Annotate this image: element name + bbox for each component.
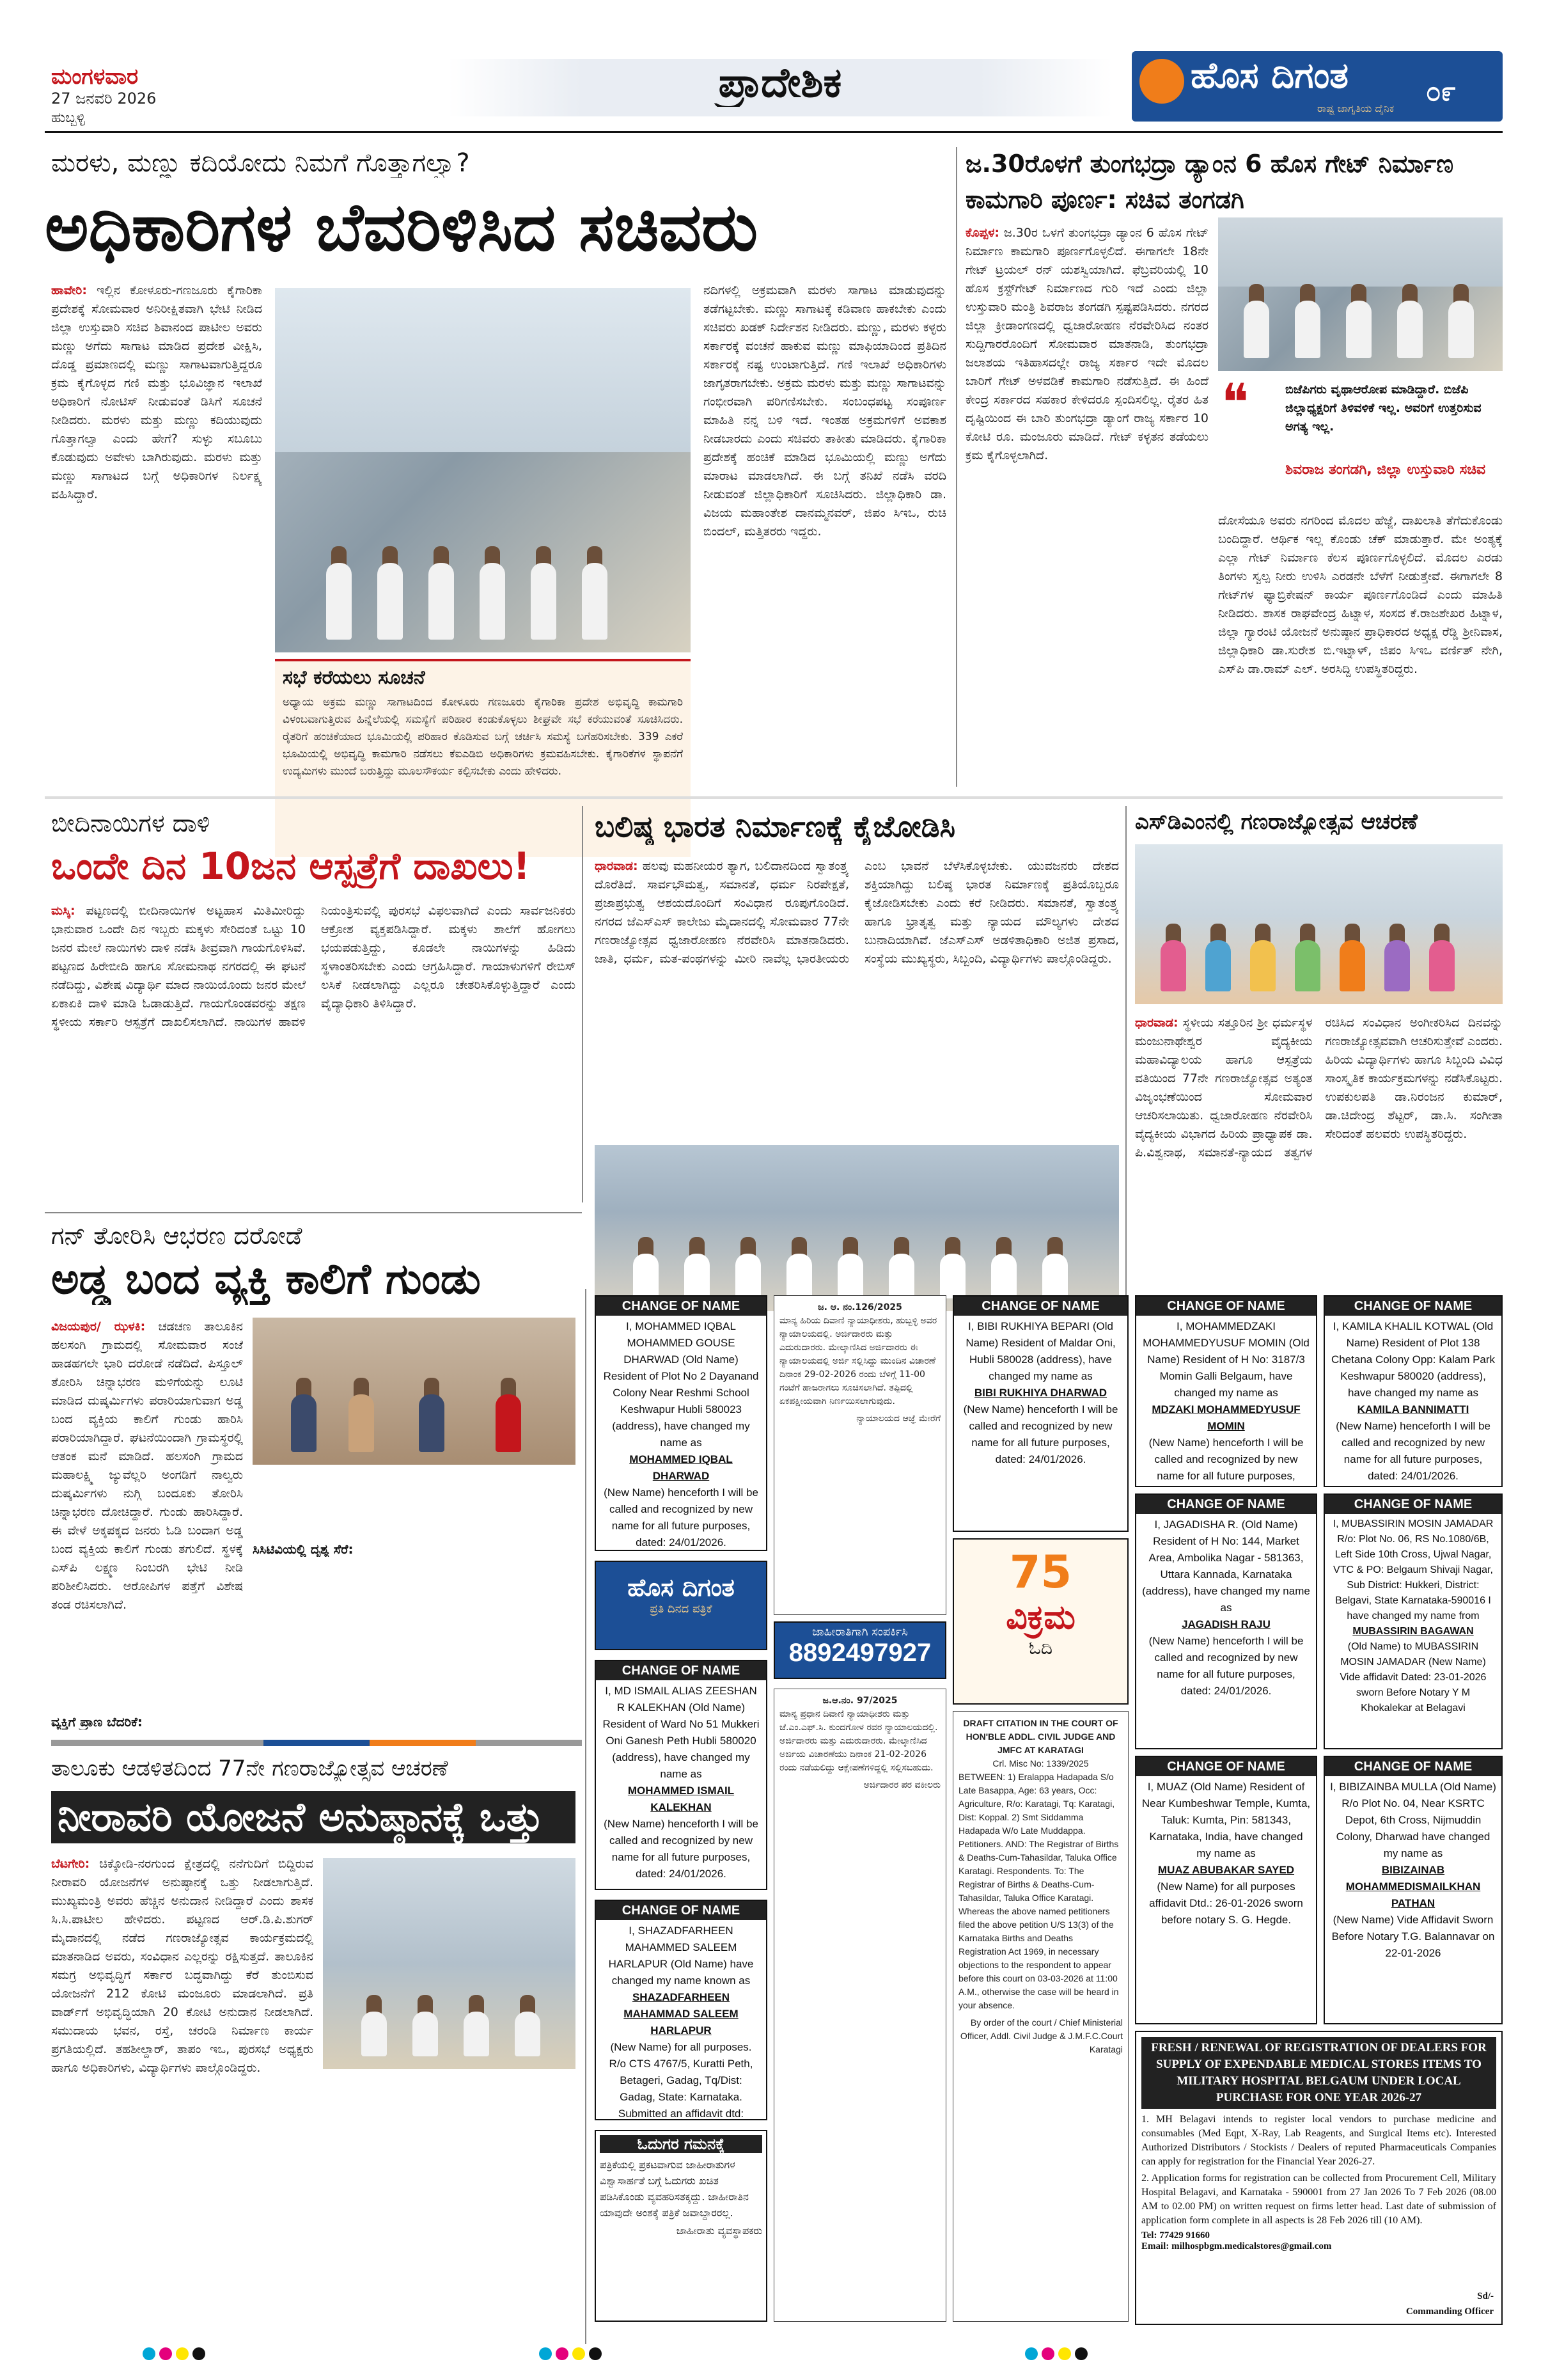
s4-body: ಹಲವು ಮಹನೀಯರ ತ್ಯಾಗ, ಬಲಿದಾನದಿಂದ ಸ್ವಾತಂತ್ರ್ಯ ದೊರೆತಿದೆ. ಸಾರ್ವಭೌಮತ್ವ, ಸಮಾನತೆ, ಧರ್ಮ ನಿರಪೇಕ್ಷತೆ, ಪ್ರಜಾಪ್ರಭುತ್ವ ಆಶಯದೊಂದಿಗೆ ಸಂವಿಧಾನ ರೂಪುಗೊಂಡಿದೆ. ನಗರದ ಜೆಎಸ್‌ಎಸ್ ಕಾಲೇಜು ಮೈದಾನದಲ್ಲಿ ಸೋಮವಾರ 77ನೇ ಗಣರಾಜ್ಯೋತ್ಸವ ಧ್ವಜಾರೋಹಣ ನೆರವೇರಿಸಿ ಮಾತನಾಡಿದರು. ಜಾತಿ, ಧರ್ಮ, ಮತ-ಪಂಥಗಳನ್ನು ಮೀರಿ ನಾವೆಲ್ಲ ಭಾರತೀಯರು ಎಂಬ ಭಾವನೆ ಬೆಳೆಸಿಕೊಳ್ಳಬೇಕು. ಯುವಜನರು ದೇಶದ ಶಕ್ತಿಯಾಗಿದ್ದು ಬಲಿಷ್ಠ ಭಾರತ ನಿರ್ಮಾಣಕ್ಕೆ ಪ್ರತಿಯೊಬ್ಬರೂ ಕೈಜೋಡಿಸಬೇಕು ಎಂದು ಕರೆ ನೀಡಿದರು. ಸಮಾನತೆ, ಸ್ವಾತಂತ್ರ್ಯ ಹಾಗೂ ಭ್ರಾತೃತ್ವ ಮತ್ತು ನ್ಯಾಯದ ಮೌಲ್ಯಗಳು ದೇಶದ ಬುನಾದಿಯಾಗಿವೆ. ಜೆಎಸ್‌ಎಸ್ ಅಡಳಿತಾಧಿಕಾರಿ ಅಜಿತ ಪ್ರಸಾದ, ಸಂಸ್ಥೆಯ ಮುಖ್ಯಸ್ಥರು, ಸಿಬ್ಬಂದಿ, ವಿದ್ಯಾರ್ಥಿಗಳು ಪಾಲ್ಗೊಂಡಿದ್ದರು. [595, 859, 1119, 966]
divider-s4 [1125, 806, 1127, 1318]
ad-new-name: SHAZADFARHEEN MAHAMMAD SALEEM HARLAPUR [623, 1991, 739, 2037]
s4-text [595, 857, 1119, 1139]
tender-ad [1135, 2031, 1503, 2325]
promo-paper-sub: ಪ್ರತಿ ದಿನದ ಪತ್ರಿಕೆ [650, 1602, 712, 1616]
s7-photo [323, 1858, 575, 2069]
s6-sub2: ಸಿಸಿಟಿವಿಯಲ್ಲಿ ದೃಶ್ಯ ಸೆರೆ: [253, 1541, 354, 1557]
ad-change-of-name [1135, 1493, 1317, 1749]
page-number: ೦೯ [1426, 75, 1457, 107]
vikram-years: 75 [1009, 1546, 1072, 1598]
ad-new-name: MUBASSIRIN BAGAWAN [1352, 1626, 1474, 1637]
ad-head: CHANGE OF NAME [596, 1661, 766, 1680]
s2-headline: ಜ.30ರೊಳಗೆ ತುಂಗಭದ್ರಾ ಡ್ಯಾಂನ 6 ಹೊಸ ಗೇಟ್ ನಿರ್ಮಾಣ ಕಾಮಗಾರಿ ಪೂರ್ಣ: ಸಚಿವ ತಂಗಡಗಿ [966, 150, 1454, 214]
ad-text: I, KAMILA KHALIL KOTWAL (Old Name) Resident of Plot 138 Chetana Colony Opp: Kalam Park Keshwapur 580020 (address), have changed my name as [1331, 1320, 1496, 1399]
ad-text: (Old Name) to MUBASSIRIN MOSIN JAMADAR (New Name) Vide affidavit Dated: 23-01-2026 sworn Before Notary Y M Khokalekar at Belagavi [1340, 1641, 1487, 1714]
court2-title: DRAFT CITATION IN THE COURT OF HON'BLE ADDL. CIVIL JUDGE AND JMFC AT KARATAGI [963, 1718, 1118, 1755]
ad-text: (New Name) henceforth I will be called and recognized by new name for all future purposes, dated: 24/01/2026. [963, 1403, 1118, 1465]
s1-photo [275, 288, 691, 652]
ad-new-name: MOHAMMED IQBAL DHARWAD [629, 1453, 733, 1482]
ad-text: I, JAGADISHA R. (Old Name) Resident of H No: 144, Market Area, Ambolika Nagar - 581363, Uttara Kannada, Karnataka (address), have changed my name as [1142, 1518, 1310, 1614]
masthead [0, 0, 1541, 128]
ad-text: I, MOHAMMEDZAKI MOHAMMEDYUSUF MOMIN (Old Name) Resident of H No: 3187/3 Momin Galli Belgaum, have changed my name as [1143, 1320, 1310, 1399]
ad-text: (New Name) henceforth I will be called and recognized by new name for all future purposes, dated: 24/01/2026. [604, 1486, 758, 1549]
s3-body: ಪಟ್ಟಣದಲ್ಲಿ ಬೀದಿನಾಯಿಗಳ ಅಟ್ಟಹಾಸ ಮಿತಿಮೀರಿದ್ದು ಭಾನುವಾರ ಒಂದೇ ದಿನ ಇಬ್ಬರು ಮಕ್ಕಳು ಸೇರಿದಂತೆ ಒಟ್ಟು 10 ಜನರ ಮೇಲೆ ನಾಯಿಗಳು ದಾಳಿ ನಡೆಸಿ ತೀವ್ರವಾಗಿ ಗಾಯಗೊಳಿಸಿವೆ. ಪಟ್ಟಣದ ಹಿರೇಬೀದಿ ಹಾಗೂ ಸೋಮನಾಥ ನಗರದಲ್ಲಿ ಈ ಘಟನೆ ನಡೆದಿದ್ದು, ವಿಶೇಷ ವಿದ್ಯಾರ್ಥಿ ಮಾದ ನಾಯಿಯೊಂದು ಜನರ ಮೇಲೆ ಏಕಾಏಕಿ ದಾಳಿ ಮಾಡಿ ಓಡಾಡುತ್ತಿದೆ. ಗಾಯಗೊಂಡವರನ್ನು ತಕ್ಷಣ ಸ್ಥಳೀಯ ಸರ್ಕಾರಿ ಆಸ್ಪತ್ರೆಗೆ ದಾಖಲಿಸಲಾಗಿದೆ. ನಾಯಿಗಳ ಹಾವಳಿ ನಿಯಂತ್ರಿಸುವಲ್ಲಿ ಪುರಸಭೆ ವಿಫಲವಾಗಿದೆ ಎಂದು ಸಾರ್ವಜನಿಕರು ಆಕ್ರೋಶ ವ್ಯಕ್ತಪಡಿಸಿದ್ದಾರೆ. ಮಕ್ಕಳು ಶಾಲೆಗೆ ಹೋಗಲು ಭಯಪಡುತ್ತಿದ್ದು, ಕೂಡಲೇ ನಾಯಿಗಳನ್ನು ಹಿಡಿದು ಸ್ಥಳಾಂತರಿಸಬೇಕು ಎಂದು ಆಗ್ರಹಿಸಿದ್ದಾರೆ. ಗಾಯಾಳುಗಳಿಗೆ ರೇಬಿಸ್ ಲಸಿಕೆ ನೀಡಲಾಗಿದ್ದು ಎಲ್ಲರೂ ಚೇತರಿಸಿಕೊಳ್ಳುತ್ತಿದ್ದಾರೆ ಎಂದು ವೈದ್ಯಾಧಿಕಾರಿ ತಿಳಿಸಿದ್ದಾರೆ. [51, 904, 575, 1029]
s4-photo [595, 1145, 1119, 1311]
s7-body: ಚಿಕ್ಕೋಡಿ-ನರಗುಂದ ಕ್ಷೇತ್ರದಲ್ಲಿ ನನೆಗುದಿಗೆ ಬಿದ್ದಿರುವ ನೀರಾವರಿ ಯೋಜನೆಗಳ ಅನುಷ್ಠಾನಕ್ಕೆ ಒತ್ತು ನೀಡಲಾಗುತ್ತಿದೆ. ಮುಖ್ಯಮಂತ್ರಿ ಅವರು ಹೆಚ್ಚಿನ ಅನುದಾನ ನೀಡಿದ್ದಾರೆ ಎಂದು ಶಾಸಕ ಸಿ.ಸಿ.ಪಾಟೀಲ ಹೇಳಿದರು. ಪಟ್ಟಣದ ಆರ್.ಡಿ.ಪಿ.ಶುಗರ್ ಮೈದಾನದಲ್ಲಿ ನಡೆದ ಗಣರಾಜ್ಯೋತ್ಸವ ಕಾರ್ಯಕ್ರಮದಲ್ಲಿ ಮಾತನಾಡಿದ ಅವರು, ಸಂವಿಧಾನ ಎಲ್ಲರನ್ನು ರಕ್ಷಿಸುತ್ತದೆ. ತಾಲೂಕಿನ ಸಮಗ್ರ ಅಭಿವೃದ್ಧಿಗೆ ಸರ್ಕಾರ ಬದ್ಧವಾಗಿದ್ದು ಕೆರೆ ತುಂಬಿಸುವ ಯೋಜನೆಗೆ 212 ಕೋಟಿ ಮಂಜೂರು ಮಾಡಲಾಗಿದೆ. ಪ್ರತಿ ವಾರ್ಡ್‌ಗೆ ಅಭಿವೃದ್ಧಿಯಾಗಿ 20 ಕೋಟಿ ಅನುದಾನ ನೀಡಲಾಗಿದೆ. ಸಮುದಾಯ ಭವನ, ರಸ್ತೆ, ಚರಂಡಿ ನಿರ್ಮಾಣ ಕಾರ್ಯ ಪ್ರಗತಿಯಲ್ಲಿದೆ. ತಹಶೀಲ್ದಾರ್, ತಾಪಂ ಇಒ, ಪುರಸಭೆ ಅಧ್ಯಕ್ಷರು ಹಾಗೂ ಅಧಿಕಾರಿಗಳು, ವಿದ್ಯಾರ್ಥಿಗಳು ಪಾಲ್ಗೊಂಡಿದ್ದರು. [51, 1857, 313, 2075]
promo-paper-name: ಹೊಸ ದಿಗಂತ [627, 1573, 735, 1602]
divider-top [956, 147, 957, 787]
ad-change-of-name [595, 1900, 767, 2120]
ad-head: CHANGE OF NAME [1325, 1495, 1501, 1514]
s5-dateline: ಧಾರವಾಡ: [1135, 1016, 1178, 1030]
s2-lead [966, 224, 1209, 812]
s2-dateline: ಕೊಪ್ಪಳ: [966, 226, 999, 240]
s1-lead-text: ಇಲ್ಲಿನ ಕೋಳೂರು-ಗಣಜೂರು ಕೈಗಾರಿಕಾ ಪ್ರದೇಶಕ್ಕೆ ಸೋಮವಾರ ಅನಿರೀಕ್ಷಿತವಾಗಿ ಭೇಟಿ ನೀಡಿದ ಜಿಲ್ಲಾ ಉಸ್ತುವಾರಿ ಸಚಿವ ಶಿವಾನಂದ ಪಾಟೀಲ ಅವರು ಮಣ್ಣು ಅಗೆದು ಸಾಗಾಟ ಮಾಡಿದ ಪ್ರದೇಶ ವೀಕ್ಷಿಸಿ, ದೊಡ್ಡ ಪ್ರಮಾಣದಲ್ಲಿ ಮಣ್ಣು ಸಾಗಾಟವಾಗುತ್ತಿದ್ದರೂ ಕ್ರಮ ಕೈಗೊಳ್ಳದ ಗಣಿ ಮತ್ತು ಭೂವಿಜ್ಞಾನ ಇಲಾಖೆ ಅಧಿಕಾರಿಗೆ ನೋಟಿಸ್ ನೀಡುವಂತೆ ಡಿಸಿಗೆ ಸೂಚನೆ ನೀಡಿದರು. ಮರಳು ಮತ್ತು ಮಣ್ಣು ಕದಿಯುವುದು ಗೊತ್ತಾಗಲ್ವಾ ಎಂದು ಹೇಗೆ? ಸುಳ್ಳು ಸಬೂಬು ಕೊಡುವುದು ಅವೇಳು ಬಾಗಿರುವುದು. ಮರಳು ಮತ್ತು ಮಣ್ಣು ಸಾಗಾಟದ ಬಗ್ಗೆ ಅಧಿಕಾರಿಗಳ ನಿರ್ಲಕ್ಷ್ಯ ವಹಿಸಿದ್ದಾರೆ. [51, 283, 262, 501]
divider-s3 [582, 806, 583, 1202]
court-notice-3 [774, 1689, 946, 2322]
court1-body: ಮಾನ್ಯ ಹಿರಿಯ ದಿವಾಣಿ ನ್ಯಾಯಾಧೀಶರು, ಹುಬ್ಬಳ್ಳಿ ಅವರ ನ್ಯಾಯಾಲಯದಲ್ಲಿ. ಅರ್ಜಿದಾರರು ಮತ್ತು ಎದುರುದಾರರು. ಮೇಲ್ಕಾಣಿಸಿದ ಅರ್ಜಿದಾರರು ಈ ನ್ಯಾಯಾಲಯದಲ್ಲಿ ಅರ್ಜಿ ಸಲ್ಲಿಸಿದ್ದು ಮುಂದಿನ ವಿಚಾರಣೆ ದಿನಾಂಕ 29-02-2026 ರಂದು ಬೆಳಿಗ್ಗೆ 11-00 ಗಂಟೆಗೆ ಹಾಜರಾಗಲು ಸೂಚಿಸಲಾಗಿದೆ. ತಪ್ಪಿದಲ್ಲಿ ಏಕಪಕ್ಷೀಯವಾಗಿ ನಿರ್ಣಯಿಸಲಾಗುವುದು. [779, 1316, 937, 1407]
ad-text: (New Name) henceforth I will be called and recognized by new name for all future purposes, dated: 24/01/2026. [1148, 1635, 1304, 1697]
s6-col1 [51, 1318, 243, 1708]
court-notice-1 [774, 1295, 946, 1615]
tender-email: Email: milhospbgm.medicalstores@gmail.com [1141, 2241, 1332, 2251]
s3-text [51, 902, 575, 1215]
header-date: 27 ಜನವರಿ 2026 [51, 90, 157, 107]
s2-quote-mark: ❝ [1221, 377, 1249, 429]
court-notice-2 [953, 1711, 1129, 2322]
s7-col1 [51, 1855, 313, 2315]
court1-title: ಜ. ಆ. ನಂ.126/2025 [818, 1302, 902, 1312]
ad-change-of-name [1135, 1756, 1317, 2024]
ad-change-of-name [1324, 1756, 1503, 2024]
reg-marks-left [141, 2347, 207, 2363]
tender-sign2: Commanding Officer [1405, 2306, 1494, 2317]
ad-head: CHANGE OF NAME [1136, 1757, 1316, 1776]
ad-head: CHANGE OF NAME [1325, 1296, 1501, 1316]
s6-kicker: ಗನ್ ತೋರಿಸಿ ಆಭರಣ ದರೋಡೆ [51, 1222, 302, 1250]
tender-p2: 2. Application forms for registration can be collected from Procurement Cell, Military Hospital Belagavi, and Karnataka - 590001 from 27 Jan 2026 To 7 Feb 2026 (08.00 AM to 02.00 PM) on written request on firms letter head. Last date of submission of application form complete in all aspects is 28 Feb 2026 till (10 AM). [1141, 2173, 1496, 2226]
vikram-name: ವಿಕ್ರಮ [1006, 1598, 1076, 1637]
s1-headline: ಅಧಿಕಾರಿಗಳ ಬೆವರಿಳಿಸಿದ ಸಚಿವರು [45, 187, 758, 266]
s2-quote-by: ಶಿವರಾಜ ತಂಗಡಗಿ, ಜಿಲ್ಲಾ ಉಸ್ತುವಾರಿ ಸಚಿವ [1285, 462, 1486, 478]
ad-change-of-name [953, 1295, 1129, 1532]
s1-kicker: ಮರಳು, ಮಣ್ಣು ಕದಿಯೋದು ನಿಮಗೆ ಗೊತ್ತಾಗಲ್ವಾ? [51, 148, 470, 178]
ad-head: CHANGE OF NAME [596, 1296, 766, 1316]
paper-name: ಹೊಸ ದಿಗಂತ [1191, 55, 1349, 97]
ad-head: CHANGE OF NAME [1136, 1296, 1316, 1316]
ad-text: I, BIBI RUKHIYA BEPARI (Old Name) Resident of Maldar Oni, Hubli 580028 (address), have changed my name as [966, 1320, 1116, 1382]
tender-title: FRESH / RENEWAL OF REGISTRATION OF DEALERS FOR SUPPLY OF EXPENDABLE MEDICAL STORES ITEMS TO MILITARY HOSPITAL BELGAUM UNDER LOCAL PURCHASE FOR ONE YEAR 2026-27 [1141, 2037, 1496, 2109]
header-day: ಮಂಗಳವಾರ [51, 64, 139, 90]
s2-quote: ಬಿಜೆಪಿಗರು ವೃಥಾಆರೋಪ ಮಾಡಿದ್ದಾರೆ. ಬಿಜೆಪಿ ಜಿಲ್ಲಾಧ್ಯಕ್ಷರಿಗೆ ತಿಳಿವಳಿಕೆ ಇಲ್ಲ. ಅವರಿಗೆ ಉತ್ತರಿಸುವ ಅಗತ್ಯ ಇಲ್ಲ. [1285, 382, 1482, 434]
court2-footer: By order of the court / Chief Ministerial Officer, Addl. Civil Judge & J.M.F.C.Court Karatagi [960, 2017, 1123, 2054]
s1-box-text: ಅಧ್ಯಾಯ ಅಕ್ರಮ ಮಣ್ಣು ಸಾಗಾಟದಿಂದ ಕೋಳೂರು ಗಣಜೂರು ಕೈಗಾರಿಕಾ ಪ್ರದೇಶ ಅಭಿವೃದ್ಧಿ ಕಾಮಗಾರಿ ವಿಳಂಬವಾಗುತ್ತಿರುವ ಹಿನ್ನೆಲೆಯಲ್ಲಿ ಸಮಸ್ಯೆಗೆ ಪರಿಹಾರ ಕಂಡುಕೊಳ್ಳಲು ಶೀಘ್ರವೇ ಸಭೆ ಕರೆಯುವಂತೆ ಸೂಚಿಸಿದರು. ರೈತರಿಗೆ ಹಂಚಿಕೆಯಾದ ಭೂಮಿಯಲ್ಲಿ ಪರಿಹಾರ ಕೊಡಿಸುವ ಬಗ್ಗೆ ಚರ್ಚಿಸಿ ಸಮಸ್ಯೆ ಬಗೆಹರಿಸಬೇಕು. 339 ಎಕರೆ ಭೂಮಿಯಲ್ಲಿ ಅಭಿವೃದ್ಧಿ ಕಾಮಗಾರಿ ನಡೆಸಲು ಕೆಐಎಡಿಬಿ ಅಧಿಕಾರಿಗಳು ಕ್ರಮವಹಿಸಬೇಕು. ಕೈಗಾರಿಕೆಗಳ ಸ್ಥಾಪನೆಗೆ ಉದ್ಯಮಿಗಳು ಮುಂದೆ ಬರುತ್ತಿದ್ದು ಮೂಲಸೌಕರ್ಯ ಕಲ್ಪಿಸಬೇಕು ಎಂದು ಹೇಳಿದರು. [283, 696, 683, 778]
s5-body: ಸ್ಥಳೀಯ ಸತ್ತೂರಿನ ಶ್ರೀ ಧರ್ಮಸ್ಥಳ ಮಂಜುನಾಥೇಶ್ವರ ವೈದ್ಯಕೀಯ ಮಹಾವಿದ್ಯಾಲಯ ಹಾಗೂ ಆಸ್ಪತ್ರೆಯ ವತಿಯಿಂದ 77ನೇ ಗಣರಾಜ್ಯೋತ್ಸವ ಅತ್ಯಂತ ವಿಜೃಂಭಣೆಯಿಂದ ಸೋಮವಾರ ಆಚರಿಸಲಾಯಿತು. ಧ್ವಜಾರೋಹಣ ನೆರವೇರಿಸಿ ವೈದ್ಯಕೀಯ ವಿಭಾಗದ ಹಿರಿಯ ಪ್ರಾಧ್ಯಾಪಕ ಡಾ. ಪಿ.ವಿಶ್ವನಾಥ, ಸಮಾನತೆ-ನ್ಯಾಯದ ತತ್ವಗಳ ರಚಿಸಿದ ಸಂವಿಧಾನ ಅಂಗೀಕರಿಸಿದ ದಿನವನ್ನು ಗಣರಾಜ್ಯೋತ್ಸವವಾಗಿ ಆಚರಿಸುತ್ತೇವೆ ಎಂದರು. ಹಿರಿಯ ವಿದ್ಯಾರ್ಥಿಗಳು ಹಾಗೂ ಸಿಬ್ಬಂದಿ ವಿವಿಧ ಸಾಂಸ್ಕೃತಿಕ ಕಾರ್ಯಕ್ರಮಗಳನ್ನು ನಡೆಸಿಕೊಟ್ಟರು. ಉಪಕುಲಪತಿ ಡಾ.ನಿರಂಜನ ಕುಮಾರ್, ಡಾ.ಚಿದೇಂದ್ರ ಶೆಟ್ಟರ್, ಡಾ.ಸಿ. ಸಂಗೀತಾ ಸೇರಿದಂತೆ ಹಲವರು ಉಪಸ್ಥಿತರಿದ್ದರು. [1135, 1016, 1503, 1160]
subscribe-footer: ಜಾಹೀರಾತು ವ್ಯವಸ್ಥಾಪಕರು [676, 2225, 762, 2237]
ad-new-name: KAMILA BANNIMATTI [1357, 1403, 1469, 1415]
s6-body: ಚಡಚಣ ತಾಲೂಕಿನ ಹಲಸಂಗಿ ಗ್ರಾಮದಲ್ಲಿ ಸೋಮವಾರ ಸಂಜೆ ಹಾಡಹಗಲೇ ಭಾರಿ ದರೋಡೆ ನಡೆದಿದೆ. ಪಿಸ್ತೂಲ್ ತೋರಿಸಿ ಚಿನ್ನಾಭರಣ ಮಳಿಗೆಯನ್ನು ಲೂಟಿ ಮಾಡಿದ ದುಷ್ಕರ್ಮಿಗಳು ಪರಾರಿಯಾಗುವಾಗ ಅಡ್ಡ ಬಂದ ವ್ಯಕ್ತಿಯ ಕಾಲಿಗೆ ಗುಂಡು ಹಾರಿಸಿ ಪರಾರಿಯಾಗಿದ್ದಾರೆ. ಘಟನೆಯಿಂದಾಗಿ ಗ್ರಾಮಸ್ಥರಲ್ಲಿ ಆತಂಕ ಮನೆ ಮಾಡಿದೆ. ಹಲಸಂಗಿ ಗ್ರಾಮದ ಮಹಾಲಕ್ಷ್ಮಿ ಜ್ಯುವೆಲ್ಲರಿ ಅಂಗಡಿಗೆ ನಾಲ್ವರು ದುಷ್ಕರ್ಮಿಗಳು ನುಗ್ಗಿ ಬಂದೂಕು ತೋರಿಸಿ ಚಿನ್ನಾಭರಣ ದೋಚಿದ್ದಾರೆ. ಗುಂಡು ಹಾರಿಸಿದ್ದಾರೆ. ಈ ವೇಳೆ ಅಕ್ಕಪಕ್ಕದ ಜನರು ಓಡಿ ಬಂದಾಗ ಅಡ್ಡ ಬಂದ ವ್ಯಕ್ತಿಯ ಕಾಲಿಗೆ ಗುಂಡು ತಗುಲಿದೆ. ಸ್ಥಳಕ್ಕೆ ಎಸ್‌ಪಿ ಲಕ್ಷ್ಮಣ ನಿಂಬರಗಿ ಭೇಟಿ ನೀಡಿ ಪರಿಶೀಲಿಸಿದರು. ಆರೋಪಿಗಳ ಪತ್ತೆಗೆ ವಿಶೇಷ ತಂಡ ರಚಿಸಲಾಗಿದೆ. [51, 1320, 243, 1612]
s2-photo [1218, 217, 1503, 371]
s3-headline: ಒಂದೇ ದಿನ 10ಜನ ಆಸ್ಪತ್ರೆಗೆ ದಾಖಲು! [51, 844, 530, 888]
ad-head: CHANGE OF NAME [1136, 1495, 1316, 1514]
ad-new-name: JAGADISH RAJU [1182, 1618, 1271, 1630]
ad-head: CHANGE OF NAME [596, 1901, 766, 1920]
ad-text: (New Name) henceforth I will be called and recognized by new name for all future purposes, dated: 24/01/2026. [1336, 1420, 1490, 1482]
s3-kicker: ಬೀದಿನಾಯಿಗಳ ದಾಳಿ [51, 809, 210, 837]
header-rule [45, 131, 1503, 133]
tender-tel: Tel: 77429 91660 [1141, 2230, 1210, 2241]
s7-dateline: ಬೆಟಗೇರಿ: [51, 1857, 90, 1871]
ad-text: (New Name) henceforth I will be called and recognized by new name for all future purposes, dated: 24/01/2026. [604, 1818, 758, 1880]
ad-change-of-name [595, 1295, 767, 1551]
logo-emblem [1139, 59, 1184, 104]
s1-dateline: ಹಾವೇರಿ: [51, 283, 87, 297]
ad-text: I, MD ISMAIL ALIAS ZEESHAN R KALEKHAN (Old Name) Resident of Ward No 51 Mukkeri Oni Ganesh Peth Hubli 580020 (address), have changed my name as [602, 1685, 760, 1780]
s1-col2: ನದಿಗಳಲ್ಲಿ ಅಕ್ರಮವಾಗಿ ಮರಳು ಸಾಗಾಟ ಮಾಡುವುದನ್ನು ತಡೆಗಟ್ಟಬೇಕು. ಮಣ್ಣು ಸಾಗಾಟಕ್ಕೆ ಕಡಿವಾಣ ಹಾಕಬೇಕು ಎಂದು ಸಚಿವರು ಖಡಕ್ ನಿರ್ದೇಶನ ನೀಡಿದರು. ಮಣ್ಣು, ಮರಳು ಕಳ್ಳರು ಸರ್ಕಾರಕ್ಕೆ ವಂಚನೆ ಹಾಕುವ ಮಣ್ಣು ಮಾಫಿಯಾದಿಂದ ಪ್ರತಿದಿನ ಸರ್ಕಾರಕ್ಕೆ ನಷ್ಟ ಉಂಟಾಗುತ್ತಿದೆ. ಗಣಿ ಇಲಾಖೆ ಅಧಿಕಾರಿಗಳು ಜಾಗೃತರಾಗಬೇಕು. ಅಕ್ರಮ ಮರಳು ಮತ್ತು ಮಣ್ಣು ಸಾಗಾಟವನ್ನು ಗಂಭೀರವಾಗಿ ಪರಿಗಣಿಸಬೇಕು. ಸಂಬಂಧಪಟ್ಟ ಸಂಪೂರ್ಣ ಮಾಹಿತಿ ನನ್ನ ಬಳಿ ಇದೆ. ಇಂತಹ ಅಕ್ರಮಗಳಿಗೆ ಅವಕಾಶ ನೀಡಬಾರದು ಎಂದು ಸಚಿವರು ತಾಕೀತು ಮಾಡಿದರು. ಕೈಗಾರಿಕಾ ಪ್ರದೇಶಕ್ಕೆ ಹಂಚಿಕೆ ಮಾಡಿದ ಭೂಮಿಯಲ್ಲಿ ಮಣ್ಣು ಅಗೆದು ಮಾರಾಟ ಮಾಡಲಾಗಿದೆ. ಈ ಬಗ್ಗೆ ತನಿಖೆ ನಡೆಸಿ ವರದಿ ನೀಡುವಂತೆ ಜಿಲ್ಲಾಧಿಕಾರಿಗೆ ಸೂಚಿಸಿದರು. ಜಿಲ್ಲಾಧಿಕಾರಿ ಡಾ. ವಿಜಯ ಮಹಾಂತೇಶ ದಾನಮ್ಮನವರ್, ಜಿಪಂ ಸಿಇಒ, ರುಚಿ ಬಿಂದಲ್, ಮತ್ತಿತರರು ಇದ್ದರು. [703, 283, 946, 539]
ad-head: CHANGE OF NAME [954, 1296, 1127, 1316]
court3-body: ಮಾನ್ಯ ಪ್ರಧಾನ ದಿವಾಣಿ ನ್ಯಾಯಾಧೀಶರು ಮತ್ತು ಜೆ.ಎಂ.ಎಫ್.ಸಿ. ಕುಂದಗೋಳ ರವರ ನ್ಯಾಯಾಲಯದಲ್ಲಿ. ಅರ್ಜಿದಾರರು ಮತ್ತು ಎದುರುದಾರರು. ಮೇಲ್ಕಾಣಿಸಿದ ಅರ್ಜಿಯ ವಿಚಾರಣೆಯು ದಿನಾಂಕ 21-02-2026 ರಂದು ನಡೆಯಲಿದ್ದು ಆಕ್ಷೇಪಣೆಗಳಿದ್ದಲ್ಲಿ ಸಲ್ಲಿಸಬಹುದು. [779, 1709, 938, 1773]
ad-contact-label: ಜಾಹೀರಾತಿಗಾಗಿ ಸಂಪರ್ಕಿಸಿ [812, 1625, 908, 1639]
vikram-ad [953, 1538, 1129, 1705]
subscribe-box [595, 2130, 767, 2322]
s5-headline: ಎಸ್‌ಡಿಎಂನಲ್ಲಿ ಗಣರಾಜ್ಯೋತ್ಸವ ಆಚರಣೆ [1135, 809, 1418, 835]
s4-dateline: ಧಾರವಾಡ: [595, 859, 638, 873]
s6-headline: ಅಡ್ಡ ಬಂದ ವ್ಯಕ್ತಿ ಕಾಲಿಗೆ ಗುಂಡು [51, 1254, 481, 1304]
court3-footer: ಅರ್ಜಿದಾರರ ಪರ ವಕೀಲರು [863, 1780, 941, 1790]
court2-case: Crl. Misc No: 1339/2025 [992, 1758, 1089, 1769]
tender-sign1: Sd/- [1477, 2291, 1494, 2301]
s2-col2: ದೋಸೆಯೂ ಅವರು ನಗರಿಂದ ಮೊದಲ ಹೆಜ್ಜೆ, ದಾಖಲಾತಿ ತೆಗೆದುಕೊಂಡು ಬಂದಿದ್ದಾರೆ. ಆರ್ಥಿಕ ಇಲ್ಲ ಕೊಂಡು ಚೆಕ್ ಮಾಡುತ್ತಾರೆ. ಮೇ ಅಂತ್ಯಕ್ಕೆ ಎಲ್ಲಾ ಗೇಟ್ ನಿರ್ಮಾಣ ಕೆಲಸ ಪೂರ್ಣಗೊಳ್ಳಲಿದೆ. ಮೊದಲ ಎರಡು ತಿಂಗಳು ಸ್ವಲ್ಪ ನೀರು ಉಳಿಸಿ ಎರಡನೇ ಬೆಳೆಗೆ ನೀಡುತ್ತೇವೆ. ಈಗಾಗಲೇ 8 ಗೇಟ್‌ಗಳ ಫ್ಯಾಬ್ರಿಕೇಷನ್ ಕಾರ್ಯ ಪೂರ್ಣಗೊಂಡಿದೆ ಎಂದು ಮಾಹಿತಿ ನೀಡಿದರು. ಶಾಸಕ ರಾಘವೇಂದ್ರ ಹಿಟ್ನಾಳ, ಸಂಸದ ಕೆ.ರಾಜಶೇಖರ ಹಿಟ್ನಾಳ, ಜಿಲ್ಲಾ ಗ್ಯಾರಂಟಿ ಯೋಜನೆ ಅನುಷ್ಠಾನ ಪ್ರಾಧಿಕಾರದ ಅಧ್ಯಕ್ಷ ರೆಡ್ಡಿ ಶ್ರೀನಿವಾಸ, ಜಿಲ್ಲಾಧಿಕಾರಿ ಡಾ.ಸುರೇಶ ಬಿ.ಇಟ್ನಾಳ್, ಜಿಪಂ ಸಿಇಒ ವರ್ಣಿತ್ ನೇಗಿ, ಎಸ್‌ಪಿ ಡಾ.ರಾಮ್ ಎಲ್. ಅರಸಿದ್ದಿ ಉಪಸ್ಥಿತರಿದ್ದರು. [1218, 514, 1503, 676]
ad-text: I, MUAZ (Old Name) Resident of Near Kumbeshwar Temple, Kumta, Taluk: Kumta, Pin: 581343, Karnataka, India, have changed my name as [1141, 1781, 1311, 1859]
ad-contact-box [774, 1621, 946, 1679]
ad-new-name: MUAZ ABUBAKAR SAYED [1157, 1864, 1295, 1876]
ad-text: (New Name) Vide Affidavit Sworn Before Notary T.G. Balannavar on 22-01-2026 [1331, 1914, 1495, 1959]
subscribe-text: ಪತ್ರಿಕೆಯಲ್ಲಿ ಪ್ರಕಟವಾಗುವ ಜಾಹೀರಾತುಗಳ ವಿಶ್ವಾಸಾರ್ಹತೆ ಬಗ್ಗೆ ಓದುಗರು ಖಚಿತ ಪಡಿಸಿಕೊಂಡು ವ್ಯವಹರಿಸತಕ್ಕದ್ದು. ಜಾಹೀರಾತಿನ ಯಾವುದೇ ಅಂಶಕ್ಕೆ ಪತ್ರಿಕೆ ಜವಾಬ್ದಾರರಲ್ಲ. [600, 2159, 749, 2219]
tender-p1: 1. MH Belagavi intends to register local vendors to purchase medicine and consumables (Med Eqpt, X-Ray, Lab Reagents, and Surgical Items etc). Interested Authorized Distributors / Stockists / Dealers of reputed Pharmaceuticals Companies can apply for registration for the Financial Year 2026-27. [1141, 2114, 1496, 2167]
court1-footer: ನ್ಯಾಯಾಲಯದ ಆಜ್ಞೆ ಮೇರೆಗೆ [856, 1414, 941, 1424]
ad-text: I, BIBIZAINBA MULLA (Old Name) R/o Plot No. 04, Near KSRTC Depot, 6th Cross, Nijmuddin Colony, Dharwad have changed my name as [1330, 1781, 1496, 1859]
ad-change-of-name [1324, 1295, 1503, 1487]
ad-new-name: MDZAKI MOHAMMEDYUSUF MOMIN [1152, 1403, 1301, 1432]
ad-text: I, MOHAMMED IQBAL MOHAMMED GOUSE DHARWAD (Old Name) Resident of Plot No 2 Dayanand Colony Near Reshmi School Keshwapur Hubli 580023 (address), have changed my name as [603, 1320, 759, 1449]
divider-mid [45, 796, 1503, 799]
section-title: ಪ್ರಾದೇಶಿಕ [718, 59, 842, 107]
court3-title: ಜ.ಆ.ನಂ. 97/2025 [822, 1696, 898, 1706]
divider-s6 [45, 1212, 582, 1213]
reg-marks-right [1023, 2347, 1090, 2363]
ad-change-of-name [1324, 1493, 1503, 1749]
s5-text [1135, 1014, 1503, 1302]
divider-ads [585, 1289, 586, 2344]
ad-text: I, MUBASSIRIN MOSIN JAMADAR R/o: Plot No. 06, RS No.1080/6B, Left Side 10th Cross, Ujwal Nagar, VTC & PO: Belgaum Shivaji Nagar, Sub District: Hukkeri, District: Belgavi, State Karnataka-590016 I have changed my name from [1333, 1518, 1494, 1621]
s6-sub1: ವ್ಯಕ್ತಿಗೆ ಪ್ರಾಣ ಬೆದರಿಕೆ: [51, 1714, 143, 1730]
s3-dateline: ಮಸ್ಕಿ: [51, 904, 75, 918]
s6-photo [253, 1318, 575, 1465]
ad-change-of-name [595, 1660, 767, 1890]
ad-contact-phone: 8892497927 [788, 1639, 932, 1667]
ad-new-name: BIBIZAINAB MOHAMMEDISMAILKHAN PATHAN [1345, 1864, 1481, 1909]
color-strip [51, 1740, 582, 1746]
s7-headline: ನೀರಾವರಿ ಯೋಜನೆ ಅನುಷ್ಠಾನಕ್ಕೆ ಒತ್ತು [51, 1791, 575, 1843]
s7-kicker: ತಾಲೂಕು ಆಡಳಿತದಿಂದ 77ನೇ ಗಣರಾಜ್ಯೋತ್ಸವ ಆಚರಣೆ [51, 1756, 448, 1781]
paper-tagline: ರಾಷ್ಟ್ರ ಜಾಗೃತಿಯ ದೈನಿಕ [1317, 102, 1395, 114]
ad-text: (New Name) henceforth I will be called and recognized by new name for all future purposes, [1148, 1437, 1304, 1482]
ad-text: (New Name) for all purposes affidavit Dtd.: 26-01-2026 sworn before notary S. G. Hegde. [1149, 1880, 1303, 1926]
header-city: ಹುಬ್ಬಳ್ಳಿ [51, 110, 86, 126]
ad-head: CHANGE OF NAME [1325, 1757, 1501, 1776]
ad-new-name: BIBI RUKHIYA DHARWAD [974, 1387, 1107, 1399]
court2-body: BETWEEN: 1) Eralappa Hadapada S/o Late Basappa, Age: 63 years, Occ: Agriculture, R/o: Karatagi, Tq: Karatagi, Dist: Koppal. 2) Smt Siddamma Hadapada W/o Late Muddappa. Petitioners. AND: The Registrar of Births & Deaths-Cum-Tahasildar, Taluka Office Karatagi. Respondents. To: The Registrar of Births & Deaths-Cum-Tahasildar, Taluka Office Karatagi. Whereas the above named petitioners filed the above petition U/S 13(3) of the Karnataka Births and Deaths Registration Act 1969, in necessary objections to the respondent to appear before this court on 03-03-2026 at 11:00 A.M., otherwise the case will be heard in your absence. [958, 1772, 1119, 2010]
reg-marks-mid [537, 2347, 604, 2363]
ad-text: (New Name) for all purposes. R/o CTS 4767/5, Kuratti Peth, Betageri, Gadag, Tq/Dist: Gadag, State: Karnataka. Submitted an affidavit dtd: [609, 2041, 753, 2120]
vikram-sub: ಓದಿ [1029, 1637, 1052, 1659]
s1-box-title: ಸಭೆ ಕರೆಯಲು ಸೂಚನೆ [283, 666, 425, 689]
subscribe-title: ಓದುಗರ ಗಮನಕ್ಕೆ [600, 2135, 762, 2153]
s4-headline: ಬಲಿಷ್ಠ ಭಾರತ ನಿರ್ಮಾಣಕ್ಕೆ ಕೈಜೋಡಿಸಿ [595, 809, 956, 844]
s1-lead [51, 281, 262, 780]
s5-photo [1135, 844, 1503, 1004]
ad-new-name: MOHAMMED ISMAIL KALEKHAN [627, 1785, 735, 1813]
s6-dateline: ವಿಜಯಪುರ/ ಝಳಕಿ: [51, 1320, 146, 1334]
promo-paper [595, 1561, 767, 1650]
ad-text: I, SHAZADFARHEEN MAHAMMED SALEEM HARLAPUR (Old Name) have changed my name known as [608, 1925, 754, 1987]
ad-change-of-name [1135, 1295, 1317, 1487]
s2-lead-text: ಜ.30ರ ಒಳಗೆ ತುಂಗಭದ್ರಾ ಡ್ಯಾಂನ 6 ಹೊಸ ಗೇಟ್ ನಿರ್ಮಾಣ ಕಾಮಗಾರಿ ಪೂರ್ಣಗೊಳ್ಳಲಿದೆ. ಈಗಾಗಲೇ 18ನೇ ಗೇಟ್ ಟ್ರಯಲ್ ರನ್ ಯಶಸ್ವಿಯಾಗಿದೆ. ಫೆಬ್ರವರಿಯಲ್ಲಿ 10 ಹೊಸ ಕ್ರಸ್ಟ್‌ಗೇಟ್ ನಿರ್ಮಾಣದ ಗುರಿ ಇದೆ ಎಂದು ಜಿಲ್ಲಾ ಉಸ್ತುವಾರಿ ಮಂತ್ರಿ ಶಿವರಾಜ ತಂಗಡಗಿ ಸ್ಪಷ್ಟಪಡಿಸಿದರು. ನಗರದ ಜಿಲ್ಲಾ ಕ್ರೀಡಾಂಗಣದಲ್ಲಿ ಧ್ವಜಾರೋಹಣ ನೆರವೇರಿಸಿದ ನಂತರ ಸುದ್ದಿಗಾರರೊಂದಿಗೆ ಸೋಮವಾರ ಮಾತನಾಡಿ, ತುಂಗಭದ್ರಾ ಜಲಾಶಯ ಇತಿಹಾಸದಲ್ಲೇ ರಾಜ್ಯ ಸರ್ಕಾರ ಇದೇ ಮೊದಲ ಬಾರಿಗೆ ಗೇಟ್ ಅಳವಡಿಕೆ ಕಾಮಗಾರಿ ನಡೆಸುತ್ತಿದೆ. ಈ ಹಿಂದೆ ಕೇಂದ್ರ ಸರ್ಕಾರದ ಸಹಕಾರ ಕೇಳಿದರೂ ಸ್ಪಂದಿಸಲಿಲ್ಲ. ರೈತರ ಹಿತ ದೃಷ್ಟಿಯಿಂದ ಈ ಬಾರಿ ತುಂಗಭದ್ರಾ ಡ್ಯಾಂಗೆ ರಾಜ್ಯ ಸರ್ಕಾರ 10 ಕೋಟಿ ರೂ. ಮಂಜೂರು ಮಾಡಿದೆ. ಗೇಟ್ ಕಳ್ಳತನ ತಡೆಯಲು ಕ್ರಮ ಕೈಗೊಳ್ಳಲಾಗಿದೆ. [966, 226, 1209, 462]
